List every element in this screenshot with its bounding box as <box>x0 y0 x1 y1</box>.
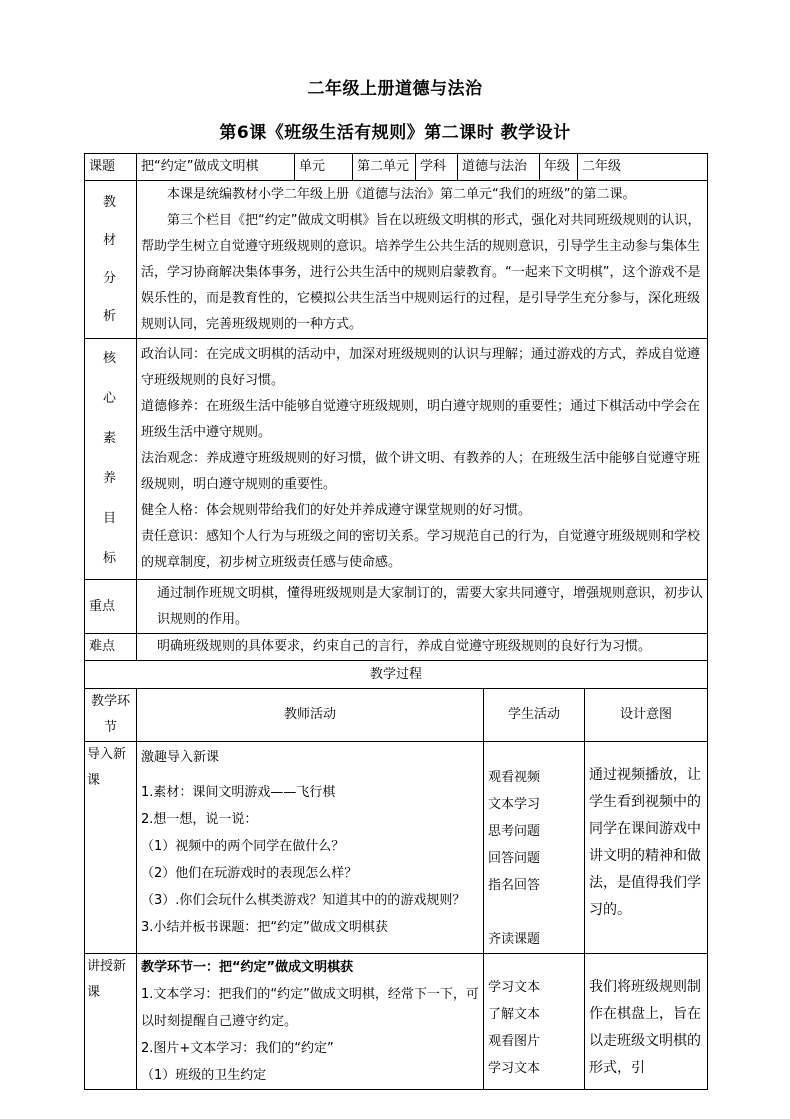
teacher-line: 3.小结并板书课题：把“约定”做成文明棋获 <box>141 920 388 935</box>
student-line: 了解文本 <box>488 1007 541 1022</box>
topic-label: 课题 <box>85 154 137 181</box>
goal-item: 政治认同：在完成文明棋的活动中，加深对班级规则的认识与理解；通过游戏的方式，养成自觉遵守班级规则的良好习惯。 <box>141 347 701 388</box>
intent-cell: 我们将班级规则制作在棋盘上，旨在以走班级文明棋的形式，引 <box>585 954 708 1090</box>
process-row-new <box>85 954 708 1090</box>
grade-label: 年级 <box>540 154 578 181</box>
student-line: 观看视频 <box>488 770 541 785</box>
goals-content <box>137 339 708 580</box>
header-student: 学生活动 <box>484 689 585 742</box>
teacher-line: 教学环节一：把“约定”做成文明棋获 <box>141 960 354 975</box>
document-subtitle: 第6课《班级生活有规则》第二课时 教学设计 <box>219 123 571 143</box>
student-line: 学习文本 <box>488 1061 541 1076</box>
teacher-line: （1）班级的卫生约定 <box>141 1068 267 1083</box>
student-line: 观看图片 <box>488 1034 541 1049</box>
teacher-line: （2）他们在玩游戏时的表现怎么样？ <box>141 866 358 881</box>
lesson-body-table <box>84 180 708 1090</box>
goals-row <box>85 339 708 580</box>
analysis-paragraph: 本课是统编教材小学二年级上册《道德与法治》第二单元“我们的班级”的第二课。 <box>167 186 636 202</box>
process-row-intro <box>85 742 708 954</box>
stage-cell: 导入新课 <box>85 742 137 954</box>
teacher-line: 1.素材：课间文明游戏——飞行棋 <box>141 785 336 800</box>
process-title: 教学过程 <box>85 661 708 689</box>
key-point-label: 重点 <box>85 580 137 634</box>
student-line: 文本学习 <box>488 797 541 812</box>
student-line <box>488 899 580 926</box>
student-line: 思考问题 <box>488 824 541 839</box>
teacher-cell <box>137 742 484 954</box>
teacher-line: 1.文本学习：把我们的“约定”做成文明棋，经常下一下，可以时刻提醒自己遵守约定。 <box>141 987 479 1029</box>
teacher-line: 激趣导入新课 <box>141 750 220 765</box>
student-line: 齐读课题 <box>488 932 541 947</box>
document-title: 二年级上册道德与法治 <box>307 79 483 99</box>
goal-item: 道德修养：在班级生活中能够自觉遵守班级规则，明白遵守规则的重要性；通过下棋活动中学会在班级生活中遵守规则。 <box>141 399 701 440</box>
difficulty-label: 难点 <box>85 634 137 661</box>
header-stage: 教学环节 <box>85 689 137 742</box>
student-line: 学习文本 <box>488 980 541 995</box>
teacher-line: （1）视频中的两个同学在做什么？ <box>141 839 345 854</box>
topic-value: 把“约定”做成文明棋 <box>137 154 295 181</box>
info-row <box>85 154 708 181</box>
subject-value: 道德与法治 <box>458 154 540 181</box>
unit-label: 单元 <box>295 154 353 181</box>
header-teacher: 教师活动 <box>137 689 484 742</box>
teacher-line: 2.想一想，说一说： <box>141 812 258 827</box>
difficulty-text: 明确班级规则的具体要求，约束自己的言行，养成自觉遵守班级规则的良好行为习惯。 <box>137 634 708 661</box>
teacher-line: （3）.你们会玩什么棋类游戏？知道其中的的游戏规则？ <box>141 893 466 908</box>
student-cell <box>484 954 585 1090</box>
analysis-paragraph: 第三个栏目《把“约定”做成文明棋》旨在以班级文明棋的形式，强化对共同班级规则的认识，帮助学生树立自觉遵守班级规则的意识。培养学生公共生活的规则意识，引导学生主动参与集体生活，学习协商解决集体事务，进行公共生活中的规则启蒙教育。“一起来下文明棋”，这个游戏不是娱乐性的，而是教育性的，它模拟公共生活当中规则运行的过程，是引导学生充分参与，深化班级规则认同，完善班级规则的一种方式。 <box>141 212 701 332</box>
student-line: 指名回答 <box>488 878 541 893</box>
goal-item: 法治观念：养成遵守班级规则的好习惯，做个讲文明、有教养的人；在班级生活中能够自觉遵守班级规则，明白遵守规则的重要性。 <box>141 451 701 492</box>
difficulty-row <box>85 634 708 661</box>
intent-cell: 通过视频播放，让学生看到视频中的同学在课间游戏中讲文明的精神和做法，是值得我们学习的。 <box>585 742 708 954</box>
header-intent: 设计意图 <box>585 689 708 742</box>
goals-label: 核 心 素 养 目 标 <box>85 339 137 580</box>
student-cell <box>484 742 585 954</box>
lesson-plan-table <box>84 153 708 181</box>
analysis-content <box>137 181 708 339</box>
subject-label: 学科 <box>416 154 458 181</box>
stage-cell: 讲授新课 <box>85 954 137 1090</box>
analysis-label: 教 材 分 析 <box>85 181 137 339</box>
grade-value: 二年级 <box>578 154 708 181</box>
goal-item: 责任意识：感知个人行为与班级之间的密切关系。学习规范自己的行为，自觉遵守班级规则和学校的规章制度，初步树立班级责任感与使命感。 <box>141 529 701 570</box>
goal-item: 健全人格：体会规则带给我们的好处并养成遵守课堂规则的好习惯。 <box>141 503 532 518</box>
teacher-line: 2.图片+文本学习：我们的“约定” <box>141 1041 334 1056</box>
key-point-text: 通过制作班规文明棋，懂得班级规则是大家制订的，需要大家共同遵守，增强规则意识，初步认识规则的作用。 <box>137 580 708 634</box>
student-line: 回答问题 <box>488 851 541 866</box>
analysis-row <box>85 181 708 339</box>
unit-value: 第二单元 <box>353 154 416 181</box>
process-title-row <box>85 661 708 689</box>
teacher-cell <box>137 954 484 1090</box>
process-header-row <box>85 689 708 742</box>
key-point-row <box>85 580 708 634</box>
